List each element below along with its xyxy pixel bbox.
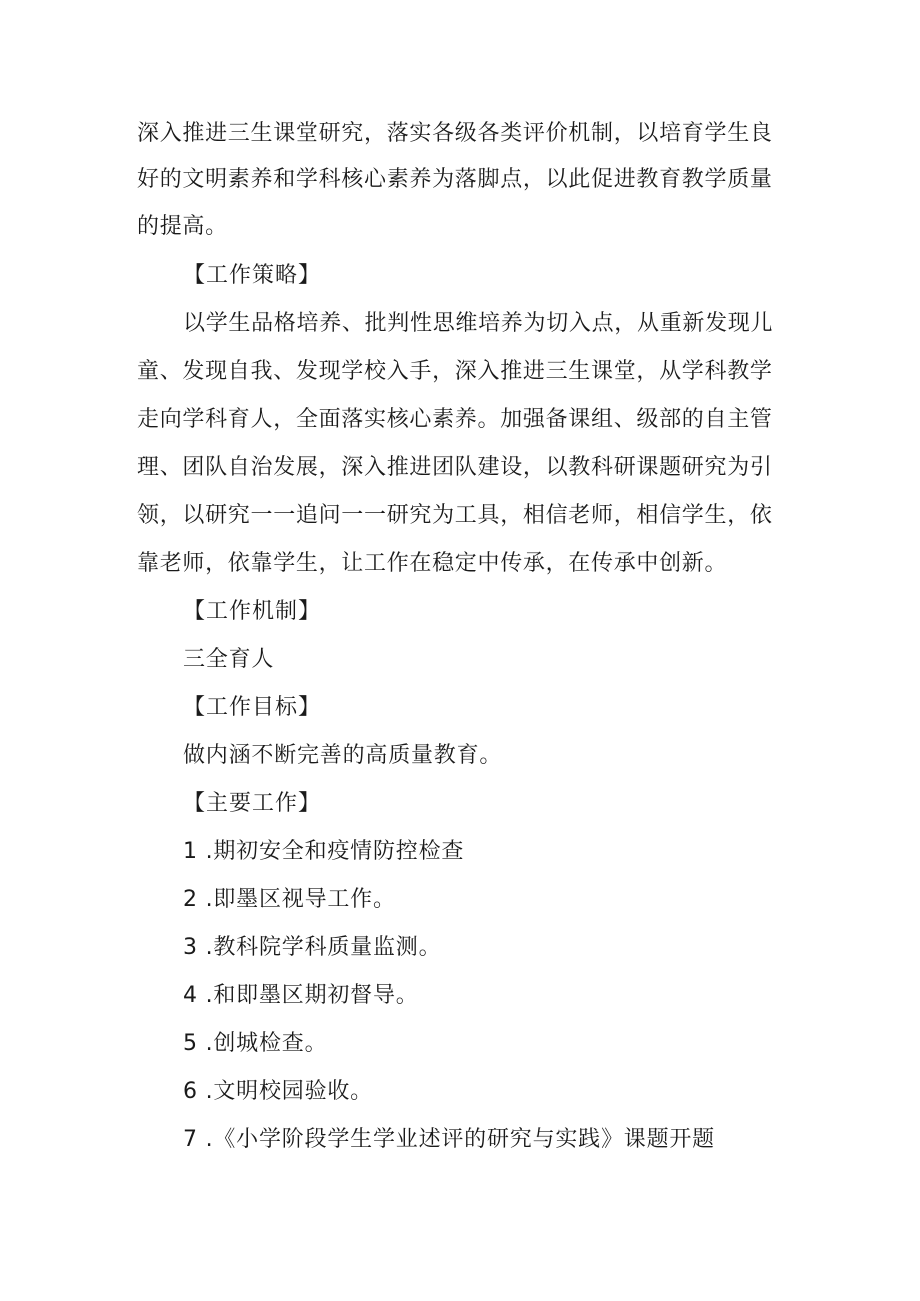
strategy-line-4: 理、团队自治发展，深入推进团队建设，以教科研课题研究为引 [137, 455, 773, 480]
strategy-line-1: 以学生品格培养、批判性思维培养为切入点，从重新发现儿 [183, 311, 774, 336]
strategy-line-3: 走向学科育人，全面落实核心素养。加强备课组、级部的自主管 [137, 407, 773, 432]
work-item-6: 6 .文明校园验收。 [183, 1079, 373, 1104]
work-item-1: 1 .期初安全和疫情防控检查 [183, 839, 465, 864]
intro-line-1: 深入推进三生课堂研究，落实各级各类评价机制，以培育学生良 [137, 121, 773, 146]
strategy-heading: 【工作策略】 [183, 263, 322, 288]
mechanism-text: 三全育人 [183, 647, 275, 672]
work-item-7: 7 .《小学阶段学生学业述评的研究与实践》课题开题 [183, 1127, 715, 1152]
work-item-3: 3 .教科院学科质量监测。 [183, 935, 442, 960]
work-item-2: 2 .即墨区视导工作。 [183, 887, 396, 912]
strategy-line-2: 童、发现自我、发现学校入手，深入推进三生课堂，从学科教学 [137, 359, 773, 384]
strategy-line-5: 领，以研究一一追问一一研究为工具，相信老师，相信学生，依 [137, 503, 773, 528]
goal-text: 做内涵不断完善的高质量教育。 [183, 743, 503, 768]
goal-heading: 【工作目标】 [183, 695, 322, 720]
intro-line-3: 的提高。 [137, 214, 228, 239]
mechanism-heading: 【工作机制】 [183, 599, 322, 624]
intro-line-2: 好的文明素养和学科核心素养为落脚点，以此促进教育教学质量 [137, 167, 773, 192]
work-item-4: 4 .和即墨区期初督导。 [183, 983, 419, 1008]
main-work-heading: 【主要工作】 [183, 791, 322, 816]
strategy-line-6: 靠老师，依靠学生，让工作在稳定中传承，在传承中创新。 [137, 551, 728, 576]
work-item-5: 5 .创城检查。 [183, 1031, 328, 1056]
